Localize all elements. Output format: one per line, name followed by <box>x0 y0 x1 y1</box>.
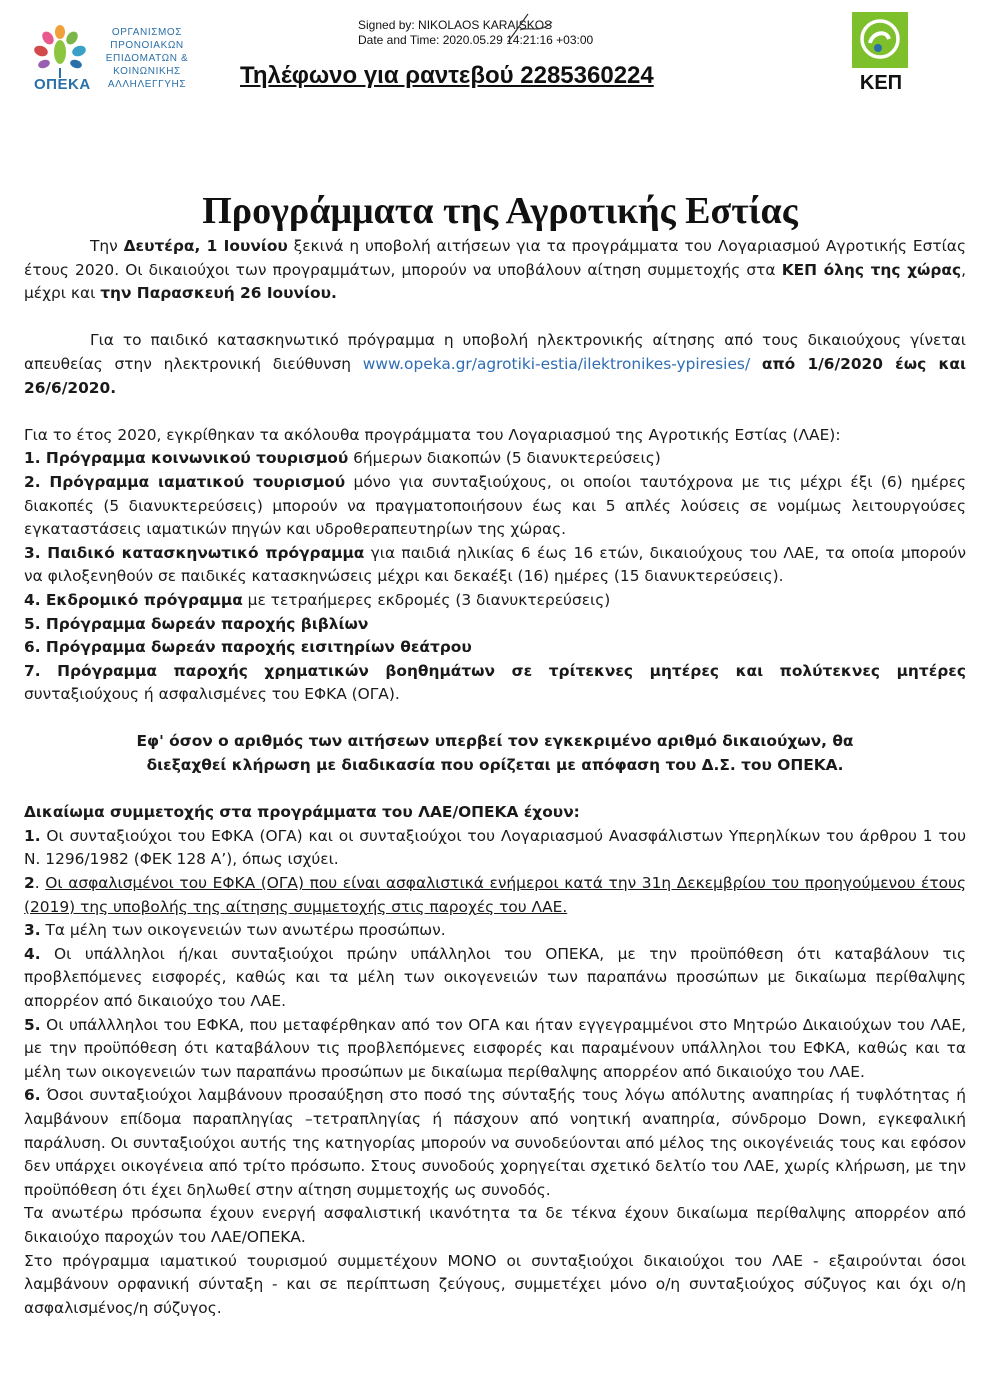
eligibility-item: 3. Τα μέλη των οικογενειών των ανωτέρω προσώπων. <box>24 921 446 940</box>
opeka-tagline-line: ΚΟΙΝΩΝΙΚΗΣ <box>113 66 181 77</box>
signature-scribble-icon <box>500 8 560 48</box>
kep-mark-icon <box>852 12 908 68</box>
program-item: 1. Πρόγραμμα κοινωνικού τουρισμού 6ήμερων διακοπών (5 διανυκτερεύσεις) <box>24 449 661 468</box>
opeka-tagline <box>92 26 202 91</box>
opeka-logo <box>30 24 200 94</box>
program-item: 7. Πρόγραμμα παροχής χρηματικών βοηθημάτων σε τρίτεκνες μητέρες και πολύτεκνες μητέρες συνταξιούχους ή ασφαλισμένες του ΕΦΚΑ (ΟΓΑ). <box>24 661 966 704</box>
opeka-link[interactable]: www.opeka.gr/agrotiki-estia/ilektronikes-ypiresies/ <box>362 354 751 373</box>
program-item: 2. Πρόγραμμα ιαματικού τουρισμού μόνο για συνταξιούχους, οι οποίοι ταυτόχρονα με τις μέχρι έξι (6) ημέρες διακοπές (5 διανυκτερεύσεις) μπορούν να πραγματοποιήσουν έως και 5 απλές λούσεις σε νομίμως λειτουργούσες εγκαταστάσεις ιαματικών πηγών και υδροθεραπευτηρίων της χώρας. <box>24 472 967 539</box>
eligibility-closing: Τα ανωτέρω πρόσωπα έχουν ενεργή ασφαλιστική ικανότητα τα δε τέκνα έχουν δικαίωμα περίθαλψης απορρέον από δικαιούχο παροχών του ΛΑΕ/ΟΠΕΚΑ. <box>24 1204 966 1246</box>
opeka-emblem-icon <box>30 24 90 78</box>
page-title: Προγράμματα της Αγροτικής Εστίας <box>202 190 798 233</box>
program-item: 4. Εκδρομικό πρόγραμμα με τετραήμερες εκδρομές (3 διανυκτερεύσεις) <box>24 590 611 609</box>
opeka-tagline-line: ΑΛΛΗΛΕΓΓΥΗΣ <box>107 79 187 90</box>
appointment-phone: Τηλέφωνο για ραντεβού 2285360224 <box>240 62 654 89</box>
camp-paragraph: Για το παιδικό κατασκηνωτικό πρόγραμμα η υποβολή ηλεκτρονικής αίτησης από τους δικαιούχους γίνεται απευθείας στην ηλεκτρονική διεύθυνση www.opeka.gr/agrotiki-estia/ilektronikes-ypiresies/ από 1/6/2020 έως και 26/6/2020. <box>24 331 966 397</box>
opeka-tagline-line: ΟΡΓΑΝΙΣΜΟΣ <box>111 27 183 38</box>
opeka-wordmark: ΟΠΕΚΑ <box>34 76 91 93</box>
signature-date: Date and Time: 2020.05.29 14:21:16 +03:00 <box>358 33 594 47</box>
opeka-tagline-line: ΕΠΙΔΟΜΑΤΩΝ & <box>105 53 189 64</box>
program-item: 3. Παιδικό κατασκηνωτικό πρόγραμμα για παιδιά ηλικίας 6 έως 16 ετών, δικαιούχους του ΛΑΕ, τα οποία μπορούν να φιλοξενηθούν σε παιδικές κατασκηνώσεις μέχρι και δεκαέξι (16) ημέρες (15 διανυκτερεύσεις). <box>24 543 966 586</box>
eligibility-item: 2. Οι ασφαλισμένοι του ΕΦΚΑ (ΟΓΑ) που είναι ασφαλιστικά ενήμεροι κατά την 31η Δεκεμβρίου του προηγούμενου έτους (2019) της υποβολής της αίτησης συμμετοχής στις παροχές του ΛΑΕ. <box>24 874 966 916</box>
intro-paragraph: Την Δευτέρα, 1 Ιουνίου ξεκινά η υποβολή αιτήσεων για τα προγράμματα του Λογαριασμού Αγροτικής Εστίας έτους 2020. Οι δικαιούχοι των προγραμμάτων, μπορούν να υποβάλουν αίτηση συμμετοχής στα ΚΕΠ όλης της χώρας, μέχρι και την Παρασκευή 26 Ιουνίου. <box>24 237 966 303</box>
eligibility-item: 4. Οι υπάλληλοι ή/και συνταξιούχοι πρώην υπάλληλοι του ΟΠΕΚΑ, με την προϋπόθεση ότι καταβάλουν τις προβλεπόμενες εισφορές, καθώς και τα μέλη των οικογενειών των παραπάνω προσώπων με δικαίωμα περίθαλψης απορρέον από δικαιούχο του ΛΑΕ. <box>24 944 966 1010</box>
eligibility-item: 5. Οι υπάλλληλοι του ΕΦΚΑ, που μεταφέρθηκαν από τον ΟΓΑ και ήταν εγγεγραμμένοι στο Μητρώο Δικαιούχων του ΛΑΕ, με την προϋπόθεση ότι καταβάλουν τις προβλεπόμενες εισφορές και παραμένουν υπάλληλοι του ΕΦΚΑ, καθώς και τα μέλη των οικογενειών των παραπάνω προσώπων με δικαίωμα περίθαλψης απορρέον από δικαιούχο του ΛΑΕ. <box>24 1015 966 1081</box>
programs-intro: Για το έτος 2020, εγκρίθηκαν τα ακόλουθα προγράμματα του Λογαριασμού της Αγροτικής Εστίας (ΛΑΕ): <box>24 425 841 444</box>
opeka-tagline-line: ΠΡΟΝΟΙΑΚΩΝ <box>110 40 184 51</box>
program-item: 5. Πρόγραμμα δωρεάν παροχής βιβλίων <box>24 614 369 633</box>
lottery-note: Εφ' όσον ο αριθμός των αιτήσεων υπερβεί τον εγκεκριμένο αριθμό δικαιούχων, θα διεξαχθεί κλήρωση με διαδικασία που ορίζεται με απόφαση του Δ.Σ. του ΟΠΕΚΑ. <box>136 732 854 775</box>
kep-label: ΚΕΠ <box>859 72 903 94</box>
eligibility-item: 6. Όσοι συνταξιούχοι λαμβάνουν προσαύξηση στο ποσό της σύνταξής τους λόγω απόλυτης αναπηρίας ή τυφλότητας ή λαμβάνουν επίδομα παραπληγίας –τετραπληγίας ή πάσχουν από νοητική αναπηρία, σύνδρομο Down, εγκεφαλική παράλυση. Οι συνταξιούχοι αυτής της κατηγορίας μπορούν να συνοδεύονται από μέλος της οικογένειάς τους και εφόσον δεν υπάρχει οικογένεια από τρίτο πρόσωπο. Στους συνοδούς χορηγείται σχετικό δελτίο του ΛΑΕ, χωρίς κλήρωση, με την προϋπόθεση ότι έχει δηλωθεί στην αίτηση συμμετοχής ως συνοδός. <box>24 1086 966 1199</box>
eligibility-heading: Δικαίωμα συμμετοχής στα προγράμματα του ΛΑΕ/ΟΠΕΚΑ έχουν: <box>24 803 580 822</box>
kep-logo <box>850 12 914 92</box>
signed-by: Signed by: NIKOLAOS KARAISKOS <box>358 18 553 32</box>
program-item: 6. Πρόγραμμα δωρεάν παροχής εισιτηρίων θεάτρου <box>24 638 472 657</box>
eligibility-item: 1. Οι συνταξιούχοι του ΕΦΚΑ (ΟΓΑ) και οι συνταξιούχοι του Λογαριασμού Ανασφάλιστων Υπερηλίκων του άρθρου 1 του Ν. 1296/1982 (ΦΕΚ 128 Α’), όπως ισχύει. <box>24 826 966 869</box>
eligibility-closing: Στο πρόγραμμα ιαματικού τουρισμού συμμετέχουν ΜΟΝΟ οι συνταξιούχοι δικαιούχοι του ΛΑΕ - εξαιρούνται όσοι λαμβάνουν ορφανική σύνταξη - και σε περίπτωση ζεύγους, συμμετέχει μόνο ο/η συνταξιούχος σύζυγος και όχι ο/η ασφαλισμένος/η σύζυγος. <box>24 1251 966 1317</box>
document-body <box>24 235 966 1320</box>
